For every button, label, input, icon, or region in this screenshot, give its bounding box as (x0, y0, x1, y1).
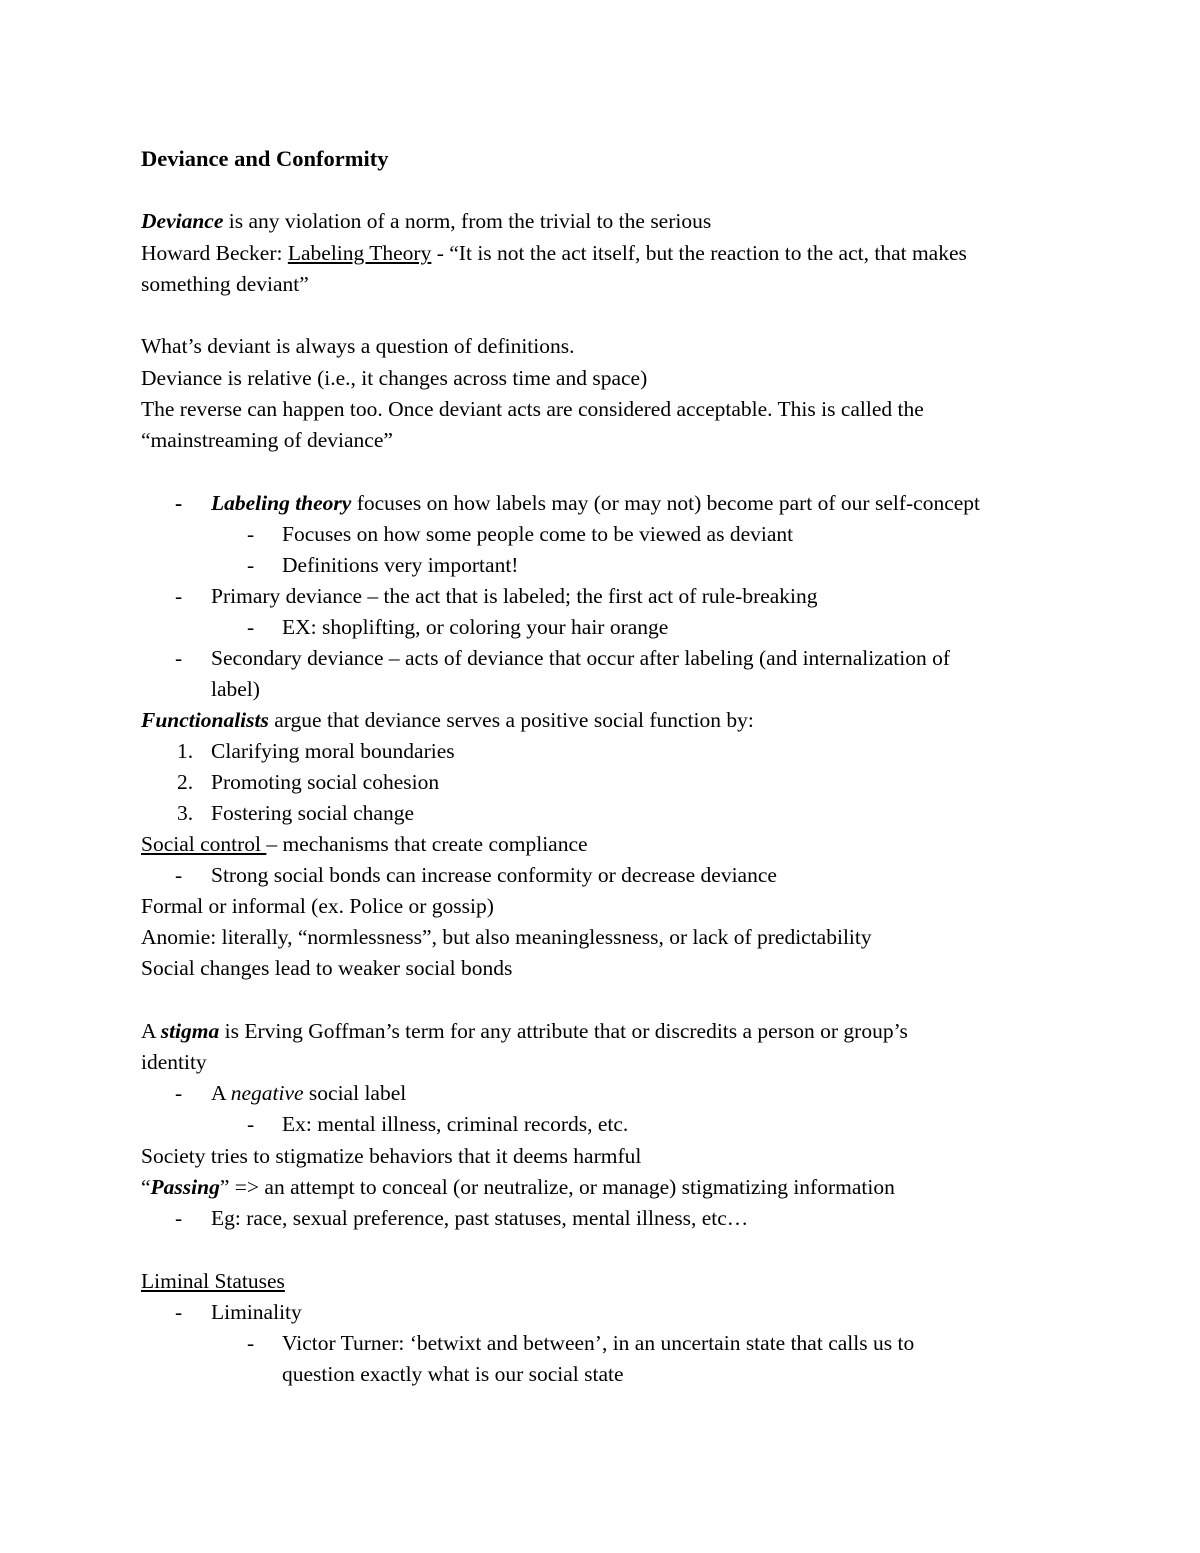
labeling-text: focuses on how labels may (or may not) become part of our self-concept (351, 491, 981, 515)
liminal-heading: Liminal Statuses (141, 1269, 285, 1293)
bullet-dash: - (247, 1112, 255, 1136)
social-control-line (141, 829, 588, 860)
formal-informal-line: Formal or informal (ex. Police or gossip) (141, 894, 494, 918)
social-control-term: Social control (141, 832, 267, 856)
stigma-example: Ex: mental illness, criminal records, etc. (282, 1112, 629, 1136)
passing-line (141, 1172, 895, 1203)
list-number: 2. (177, 770, 194, 794)
stigma-line-cont: identity (141, 1050, 207, 1074)
turner-line: Victor Turner: ‘betwixt and between’, in an uncertain state that calls us to (282, 1331, 915, 1355)
reverse-line: The reverse can happen too. Once deviant acts are considered acceptable. This is called the (141, 397, 924, 421)
list-item: Promoting social cohesion (211, 770, 440, 794)
bullet-dash: - (247, 522, 255, 546)
list-number: 3. (177, 801, 194, 825)
society-line: Society tries to stigmatize behaviors that it deems harmful (141, 1144, 642, 1168)
functionalists-line (141, 705, 754, 736)
passing-open-quote: “ (141, 1175, 151, 1199)
secondary-deviance: Secondary deviance – acts of deviance that occur after labeling (and internalization of (211, 646, 951, 670)
deviance-definition-text: is any violation of a norm, from the trivial to the serious (223, 209, 712, 233)
stigma-term: stigma (160, 1019, 220, 1043)
bullet-dash: - (175, 1300, 183, 1324)
bullet-dash: - (247, 553, 255, 577)
becker-quote-cont: something deviant” (141, 272, 309, 296)
liminality-item: Liminality (211, 1300, 302, 1324)
becker-quote (141, 238, 967, 269)
primary-example: EX: shoplifting, or coloring your hair orange (282, 615, 669, 639)
deviance-term: Deviance (141, 209, 224, 233)
social-control-sub: Strong social bonds can increase conformity or decrease deviance (211, 863, 777, 887)
passing-sub: Eg: race, sexual preference, past statuses, mental illness, etc… (211, 1206, 749, 1230)
social-changes-line: Social changes lead to weaker social bonds (141, 956, 513, 980)
stigma-sub (211, 1078, 406, 1109)
secondary-deviance-cont: label) (211, 677, 260, 701)
stigma-line (141, 1016, 908, 1047)
list-number: 1. (177, 739, 194, 763)
bullet-dash: - (175, 584, 183, 608)
functionalists-term: Functionalists (141, 708, 269, 732)
passing-text: ” => an attempt to conceal (or neutralize, or manage) stigmatizing information (219, 1175, 895, 1199)
bullet-dash: - (175, 863, 183, 887)
bullet-dash: - (247, 1331, 255, 1355)
becker-quote-text: - “It is not the act itself, but the reaction to the act, that makes (431, 241, 967, 265)
bullet-dash: - (175, 646, 183, 670)
deviance-definition (141, 206, 711, 237)
bullet-dash: - (175, 1081, 183, 1105)
anomie-line: Anomie: literally, “normlessness”, but also meaninglessness, or lack of predictability (141, 925, 872, 949)
list-item: Clarifying moral boundaries (211, 739, 455, 763)
stigma-sub-pre: A (211, 1081, 231, 1105)
relative-line: Deviance is relative (i.e., it changes across time and space) (141, 366, 648, 390)
definitions-line: What’s deviant is always a question of definitions. (141, 334, 575, 358)
primary-deviance: Primary deviance – the act that is labeled; the first act of rule-breaking (211, 584, 818, 608)
social-control-text: – mechanisms that create compliance (266, 832, 588, 856)
page-title: Deviance and Conformity (141, 146, 389, 171)
labeling-sub-2: Definitions very important! (282, 553, 519, 577)
mainstreaming-line: “mainstreaming of deviance” (141, 428, 393, 452)
functionalists-text: argue that deviance serves a positive social function by: (268, 708, 754, 732)
negative-term: negative (230, 1081, 304, 1105)
list-item: Fostering social change (211, 801, 415, 825)
bullet-dash: - (175, 1206, 183, 1230)
becker-name: Howard Becker: (141, 241, 288, 265)
turner-line-cont: question exactly what is our social state (282, 1362, 624, 1386)
stigma-text: is Erving Goffman’s term for any attribute that or discredits a person or group’s (219, 1019, 908, 1043)
labeling-sub-1: Focuses on how some people come to be viewed as deviant (282, 522, 794, 546)
passing-term: Passing (150, 1175, 220, 1199)
labeling-term: Labeling theory (211, 491, 352, 515)
stigma-pre: A (141, 1019, 161, 1043)
labeling-theory-underlined: Labeling Theory (287, 241, 432, 265)
bullet-dash: - (247, 615, 255, 639)
bullet-dash: - (175, 491, 183, 515)
stigma-sub-text: social label (303, 1081, 407, 1105)
labeling-bullet (211, 488, 980, 519)
